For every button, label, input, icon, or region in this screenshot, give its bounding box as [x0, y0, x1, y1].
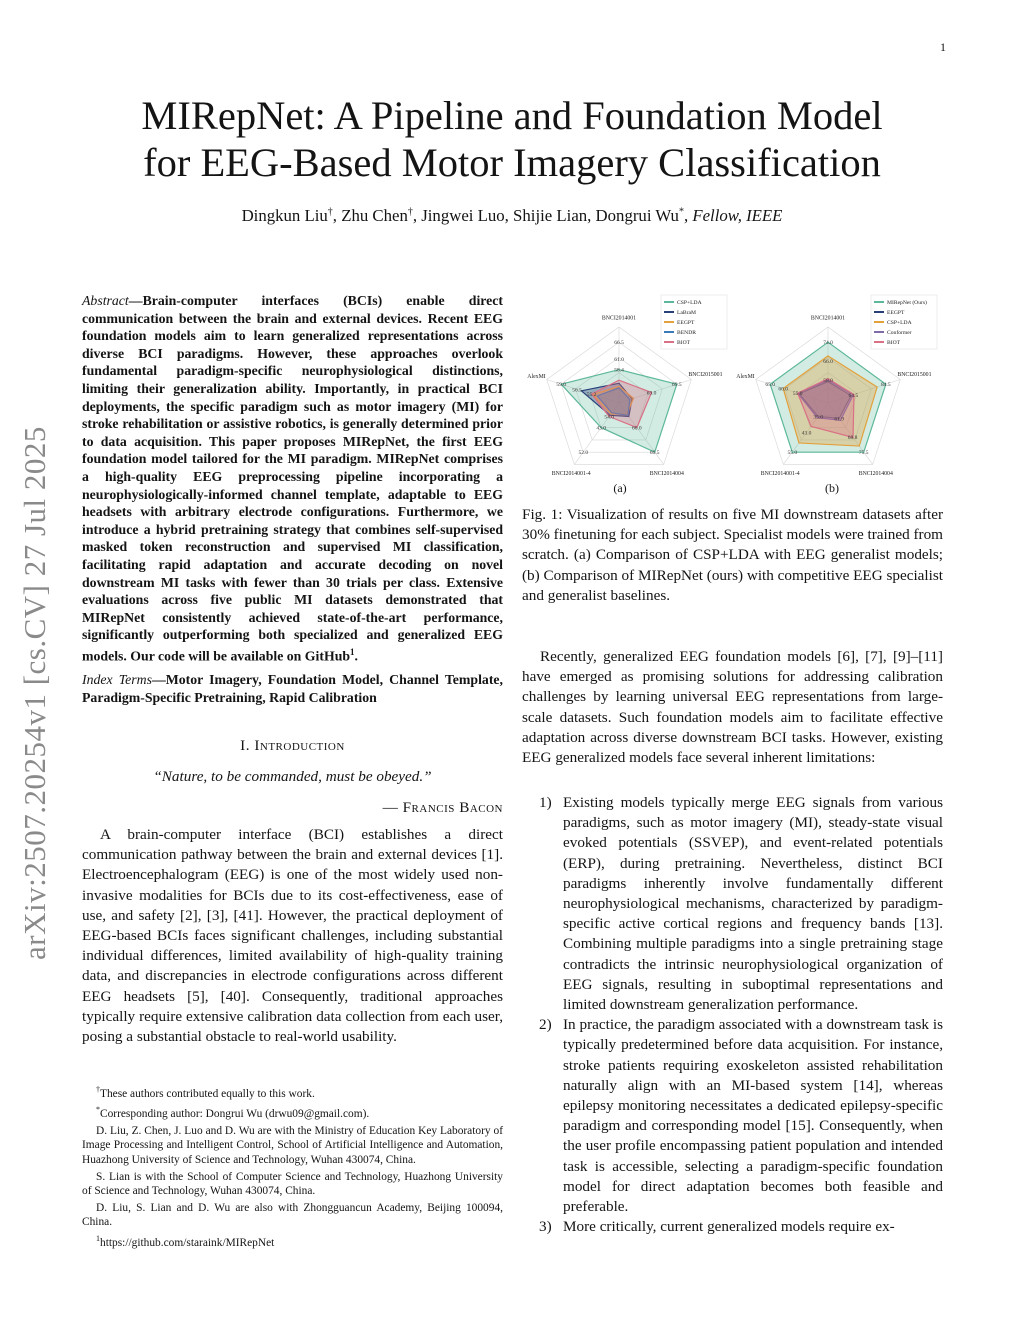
- legend-entry: EEGPT: [887, 310, 905, 316]
- list-item-text: More critically, current generalized models require ex-: [563, 1218, 895, 1236]
- radar-value-label: 60.0: [778, 386, 788, 393]
- epigraph-quote: “Nature, to be commanded, must be obeyed.”: [153, 768, 432, 785]
- section-number: I.: [240, 737, 251, 754]
- footnote: [82, 1103, 503, 1121]
- author-1-mark: †: [327, 206, 333, 218]
- radar-value-label: 63.0: [646, 390, 657, 397]
- radar-value-label: 55.2: [586, 392, 597, 399]
- title-line-1: MIRepNet: A Pipeline and Foundation Model: [141, 93, 883, 138]
- footnote-text: Corresponding author: Dongrui Wu (drwu09@gmail.com).: [100, 1108, 370, 1121]
- subfigure-label: (a): [613, 481, 627, 495]
- radar-axis-label: BNCI2014001-4: [760, 470, 800, 477]
- list-item: [522, 1015, 943, 1217]
- footnote: [82, 1170, 503, 1199]
- radar-value-label: 65.0: [765, 382, 775, 389]
- figure-1: [522, 290, 943, 495]
- radar-value-label: 58.4: [614, 367, 624, 374]
- legend-entry: EEGPT: [677, 320, 695, 326]
- list-item-text: Existing models typically merge EEG signals from various paradigms, such as motor imagery (MI), steady-state visual evoked potentials (SSVEP), and event-related potentials (ERP), during pretraining. Nevertheless, distinct BCI paradigms inherently involve fundamentally different neurophysiological mechanisms, characterized by paradigm-specific active cortical regions and frequency bands [13]. Combining multiple paradigms into a single pretraining stage contradicts the intrinsic neurophysiological organization of EEG signals, resulting in suboptimal representations and limited downstream generalization performance.: [563, 794, 943, 1014]
- radar-value-label: 55.0: [792, 391, 803, 398]
- radar-value-label: 43.0: [801, 430, 812, 437]
- radar-value-label: 69.5: [649, 450, 660, 457]
- footnote: [82, 1201, 503, 1230]
- radar-value-label: 84.5: [881, 382, 891, 389]
- radar-value-label: 60.0: [632, 425, 642, 432]
- footnote-text: https://github.com/staraink/MIRepNet: [100, 1236, 275, 1249]
- abstract-lead: Abstract: [82, 293, 129, 308]
- radar-value-label: 75.5: [858, 450, 869, 457]
- footnote-text: These authors contributed equally to this work.: [100, 1087, 315, 1100]
- radar-value-label: 35.0: [813, 414, 823, 421]
- list-item: [522, 1217, 943, 1237]
- section-heading: [82, 737, 503, 755]
- radar-axis-label: BNCI2015001: [688, 371, 723, 378]
- radar-value-label: 64.5: [848, 392, 859, 399]
- radar-value-label: 61.0: [614, 356, 624, 363]
- radar-value-label: 66.5: [614, 340, 624, 347]
- author-2-mark: †: [407, 206, 413, 218]
- list-item-number: 2): [539, 1016, 552, 1034]
- legend-entry: BENDR: [677, 330, 696, 336]
- page-number: 1: [940, 40, 946, 54]
- radar-value-label: 55.0: [787, 450, 798, 457]
- abstract-footmark: 1: [350, 646, 355, 657]
- radar-value-label: 61.9: [834, 416, 844, 423]
- legend-entry: LaBraM: [677, 310, 696, 316]
- list-item-number: 1): [539, 794, 552, 811]
- arxiv-stamp: arXiv:2507.20254v1 [cs.CV] 27 Jul 2025: [17, 426, 52, 960]
- legend-entry: MIRepNet (Ours): [887, 300, 927, 306]
- footnote-mark: 1: [96, 1233, 100, 1243]
- legend-entry: CSP+LDA: [887, 320, 912, 326]
- author-list: Dingkun Liu†, Zhu Chen†, Jingwei Luo, Shijie Lian, Dongrui Wu*, Fellow, IEEE: [241, 206, 783, 225]
- legend-entry: BIOT: [887, 340, 901, 346]
- footnotes: [82, 1083, 503, 1252]
- subfigure-label: (b): [825, 481, 839, 495]
- footnote-text: S. Lian is with the School of Computer Science and Technology, Huazhong University of Science and Technology, Wuhan 430074, China.: [82, 1170, 503, 1198]
- radar-value-label: 69.5: [672, 382, 682, 389]
- radar-value-label: 68.8: [847, 434, 858, 441]
- radar-value-label: 43.0: [596, 425, 606, 432]
- index-terms-lead: Index Terms: [82, 672, 152, 687]
- radar-axis-label: BNCI2014001: [601, 315, 637, 322]
- index-terms: [82, 671, 503, 706]
- footnote-mark: †: [96, 1085, 100, 1094]
- radar-value-label: 59.0: [556, 382, 566, 389]
- list-item-number: 3): [539, 1218, 552, 1236]
- legend-entry: CSP+LDA: [677, 300, 702, 306]
- radar-value-label: 58.0: [823, 378, 833, 385]
- epigraph-author: — Francis Bacon: [382, 799, 503, 816]
- radar-axis-label: AlexMI: [736, 373, 755, 380]
- radar-value-label: 74.0: [823, 340, 833, 347]
- radar-value-label: 52.0: [578, 450, 589, 457]
- abstract-text: Brain-computer interfaces (BCIs) enable direct communication between the brain and external devices. Recent EEG foundation models aim to learn generalized representations across diverse BCI paradigms. However, these approaches overlook fundamental paradigm-specific neurophysiological distinctions, limiting their generalization ability. Importantly, in practical BCI deployments, the specific paradigm such as motor imagery (MI) for stroke rehabilitation or assistive robotics, is generally determined prior to data acquisition. This paper proposes MIRepNet, the first EEG foundation model tailored for the MI paradigm. MIRepNet comprises a high-quality EEG preprocessing pipeline incorporating a neurophysiologically-informed channel template, adaptable to EEG headsets with arbitrary electrode configurations. Furthermore, we introduce a hybrid pretraining strategy that combines self-supervised masked token reconstruction and supervised MI classification, facilitating rapid adaptation and accurate decoding on novel downstream MI tasks with fewer than 30 trials per class. Extensive evaluations across five public MI datasets demonstrated that MIRepNet consistently achieved state-of-the-art performance, significantly outperforming both specialized and generalized EEG models. Our code will be available on GitHub: [82, 293, 503, 664]
- authors-rest-mark: *: [678, 206, 684, 218]
- author-2: Zhu Chen: [341, 206, 408, 225]
- abstract-dash: —: [128, 293, 143, 308]
- footnote: [82, 1124, 503, 1168]
- right-paragraph: Recently, generalized EEG foundation models [6], [7], [9]–[11] have emerged as promising solutions for addressing calibration challenges by learning universal EEG representations from large-scale datasets. Such foundation models aim to facilitate effective adaptation across diverse downstream BCI tasks. However, existing EEG generalized models face several inherent limitations:: [522, 648, 943, 767]
- index-terms-text: Motor Imagery, Foundation Model, Channel Template, Paradigm-Specific Pretraining, Rapid Calibration: [82, 672, 503, 705]
- intro-paragraph: A brain-computer interface (BCI) establishes a direct communication pathway between the brain and external devices [1]. Electroencephalogram (EEG) is one of the most widely used non-invasive modalities for BCIs due to its cost-effectiveness, ease of use, and safety [2], [3], [41]. However, the practical deployment of EEG-based BCIs faces significant challenges, including substantial individual differences, limited availability of high-quality training data, and discrepancies in electrode configurations across different EEG headsets [5], [40]. Consequently, traditional approaches typically require extensive calibration data collection from each user, posing a substantial obstacle to real-world usability.: [82, 826, 503, 1046]
- radar-axis-label: AlexMI: [527, 373, 546, 380]
- footnote: [82, 1232, 503, 1250]
- index-terms-dash: —: [151, 672, 166, 687]
- title-line-2: for EEG-Based Motor Imagery Classification: [143, 140, 881, 185]
- footnote-mark: *: [96, 1105, 100, 1115]
- author-1: Dingkun Liu: [241, 206, 328, 225]
- radar-axis-label: BNCI2015001: [897, 371, 932, 378]
- list-item: [522, 793, 943, 1015]
- legend-entry: Conformer: [887, 330, 912, 336]
- list-item-text: In practice, the paradigm associated with a downstream task is typically predetermined before data acquisition. For instance, stroke patients requiring exoskeleton assisted rehabilitation naturally align with an MI-based system [14], whereas epilepsy monitoring necessitates a dedicated epilepsy-specific paradigm and corresponding model [15]. Consequently, when the user profile encompassing patient population and intended task is accessible, selecting a paradigm-specific foundation model for direct adaptation becomes both feasible and preferable.: [563, 1016, 943, 1216]
- radar-axis-label: BNCI2014004: [649, 470, 684, 477]
- radar-value-label: 56.5: [572, 387, 582, 394]
- authors-rest: Jingwei Luo, Shijie Lian, Dongrui Wu: [421, 206, 679, 225]
- radar-axis-label: BNCI2014004: [858, 470, 893, 477]
- author-fellow: Fellow, IEEE: [692, 206, 783, 225]
- paper-title: [60, 92, 964, 186]
- footnote-text: D. Liu, S. Lian and D. Wu are also with Zhongguancun Academy, Beijing 100094, China.: [82, 1201, 503, 1229]
- legend-entry: BIOT: [677, 340, 691, 346]
- footnote-text: D. Liu, Z. Chen, J. Luo and D. Wu are with the Ministry of Education Key Laboratory of Image Processing and Intelligent Control, School of Artificial Intelligence and Automation, Huazhong University of Science and Technology, Wuhan 430074, China.: [82, 1124, 503, 1166]
- footnote: [82, 1083, 503, 1101]
- figure-caption: Fig. 1: Visualization of results on five MI downstream datasets after 30% finetuning for each subject. Specialist models were trained from scratch. (a) Comparison of CSP+LDA with EEG generalist models; (b) Comparison of MIRepNet (ours) with competitive EEG specialist and generalist baselines.: [522, 506, 943, 604]
- abstract: [82, 292, 503, 665]
- radar-axis-label: BNCI2014001-4: [551, 470, 591, 477]
- abstract-end: .: [354, 648, 358, 664]
- section-title: Introduction: [254, 737, 345, 754]
- radar-charts: [522, 290, 943, 495]
- radar-value-label: 54.0: [604, 414, 614, 421]
- radar-value-label: 66.0: [823, 359, 833, 366]
- radar-axis-label: BNCI2014001: [810, 315, 846, 322]
- limitations-list: [522, 793, 943, 1237]
